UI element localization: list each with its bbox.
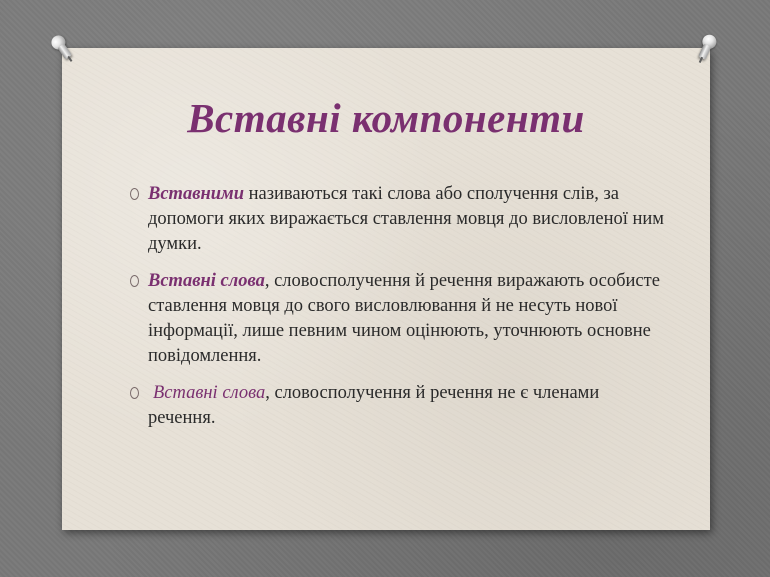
bullet-keyword: Вставними: [148, 184, 244, 204]
bullet-marker-icon: [130, 387, 139, 399]
bullet-item-3: [130, 381, 670, 431]
bullet-text: , словосполучення й речення виражають особисте ставлення мовця до свого висловлювання й не несуть нової інформації, лише певним чином оцінюють, уточнюють основне повідомлення.: [148, 271, 660, 366]
bullet-marker-icon: [130, 188, 139, 200]
bullet-keyword: Вставні слова: [153, 383, 266, 403]
slide-title: Вставні компоненти: [187, 95, 585, 141]
bullet-text: називаються такі слова або сполучення слів, за допомоги яких виражається ставлення мовця до висловленої ним думки.: [148, 184, 665, 254]
bullet-keyword: Вставні слова: [148, 271, 265, 291]
bullet-item-1: [130, 182, 670, 257]
bullet-marker-icon: [130, 275, 139, 287]
pushpin-right-icon: [692, 32, 721, 67]
bullet-item-2: [130, 269, 670, 369]
bullet-list: [130, 182, 670, 443]
bullet-text: , словосполучення й речення не є членами речення.: [148, 383, 600, 428]
